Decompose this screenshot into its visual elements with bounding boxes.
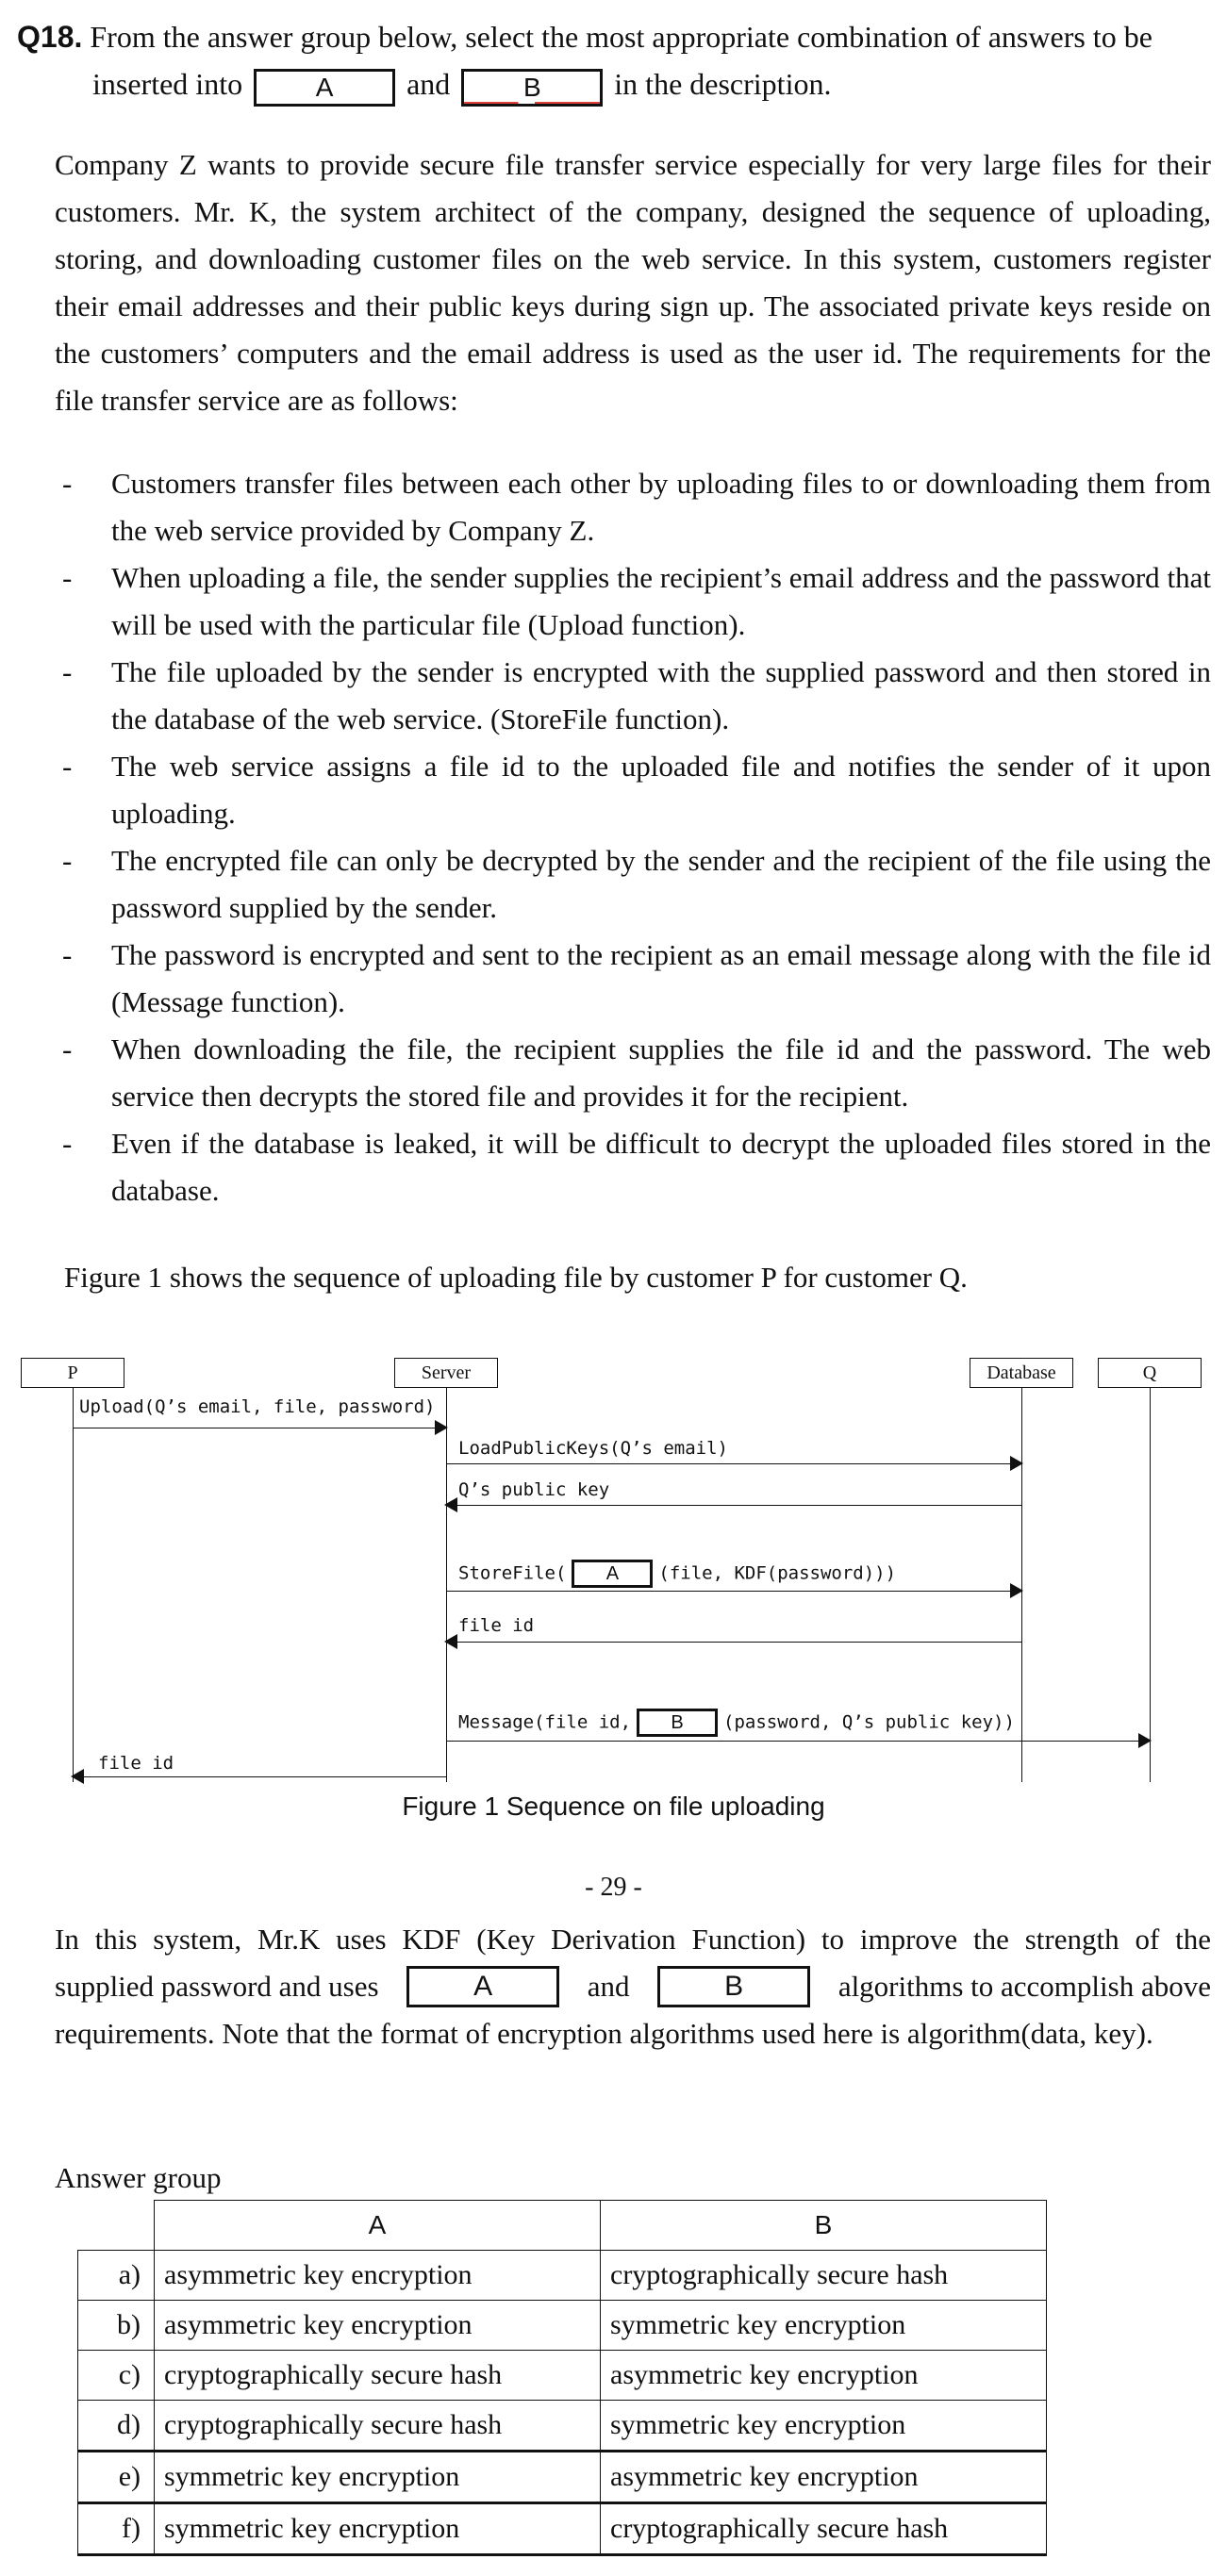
lifeline-p (73, 1388, 74, 1782)
question-text-and: and (406, 67, 451, 101)
requirement-text: Customers transfer files between each other by uploading files to or downloading them from the web service provided by Company Z. (111, 467, 1211, 547)
msg-fileid-db-arrow (446, 1642, 1021, 1643)
storefile-prefix: StoreFile( (458, 1562, 567, 1584)
msg-message-label (458, 1709, 1015, 1737)
option-a-value: cryptographically secure hash (155, 2351, 601, 2401)
requirement-item (55, 932, 1211, 1026)
blank-a-box: A (254, 69, 395, 107)
bullet-dash: - (62, 1127, 73, 1160)
message-prefix: Message(file id, (458, 1711, 632, 1733)
bullet-dash: - (62, 938, 73, 971)
msg-publickey-label: Q’s public key (458, 1479, 610, 1500)
requirement-item (55, 649, 1211, 743)
answer-group-label: Answer group (55, 2161, 222, 2194)
option-a-value: asymmetric key encryption (155, 2301, 601, 2351)
arrow-left-icon (71, 1769, 84, 1784)
option-a-value: asymmetric key encryption (155, 2251, 601, 2301)
question-text-prefix: inserted into (92, 67, 243, 101)
arrow-right-icon (435, 1420, 448, 1435)
bullet-dash: - (62, 844, 73, 877)
bullet-dash: - (62, 750, 73, 783)
option-b-value: cryptographically secure hash (601, 2503, 1047, 2555)
kdf-line-2 (55, 1963, 1211, 2010)
kdf-blank-b: B (657, 1966, 810, 2007)
page-number: - 29 - (585, 1873, 642, 1902)
option-a-value: symmetric key encryption (155, 2452, 601, 2503)
header-a: A (155, 2201, 601, 2251)
msg-storefile-label (458, 1560, 896, 1588)
actor-server: Server (394, 1358, 498, 1388)
option-label[interactable]: f) (78, 2503, 155, 2555)
bullet-dash: - (62, 1032, 73, 1065)
intro-paragraph: Company Z wants to provide secure file transfer service especially for very large files for their customers. Mr. K, the system architect of the company, designed the sequence of uploading, storing, and downloading customer files on the web service. In this system, customers register their email addresses and their public keys during sign up. The associated private keys reside on the customers’ computers and the email address is used as the user id. The requirements for the file transfer service are as follows: (55, 148, 1211, 417)
requirement-text: When uploading a file, the sender supplies the recipient’s email address and the password that will be used with the particular file (Upload function). (111, 561, 1211, 641)
msg-loadkeys-label: LoadPublicKeys(Q’s email) (458, 1438, 728, 1459)
requirement-text: Even if the database is leaked, it will be difficult to decrypt the uploaded files stored in the database. (111, 1127, 1211, 1207)
option-label[interactable]: b) (78, 2301, 155, 2351)
requirement-item (55, 1026, 1211, 1120)
requirement-text: The encrypted file can only be decrypted by the sender and the recipient of the file using the password supplied by the sender. (111, 844, 1211, 924)
message-suffix: (password, Q’s public key)) (723, 1711, 1015, 1733)
msg-fileid-db-label: file id (458, 1615, 535, 1636)
requirement-text: The file uploaded by the sender is encrypted with the supplied password and then stored in the database of the web service. (StoreFile function). (111, 655, 1211, 735)
option-b-value: symmetric key encryption (601, 2401, 1047, 2452)
requirement-item (55, 554, 1211, 649)
option-a-value: symmetric key encryption (155, 2503, 601, 2555)
answer-row-d[interactable] (78, 2401, 1047, 2452)
bullet-dash: - (62, 561, 73, 594)
option-label[interactable]: a) (78, 2251, 155, 2301)
requirement-text: The web service assigns a file id to the uploaded file and notifies the sender of it upon uploading. (111, 750, 1211, 830)
lifeline-server (446, 1388, 447, 1782)
answer-table-header (78, 2201, 1047, 2251)
kdf-blank-a: A (406, 1966, 559, 2007)
requirement-item (55, 460, 1211, 554)
arrow-right-icon (1010, 1456, 1023, 1471)
question-number: Q18. (17, 20, 83, 54)
question-text-suffix: in the description. (614, 67, 832, 101)
requirement-text: The password is encrypted and sent to the recipient as an email message along with the file id (Message function). (111, 938, 1211, 1018)
msg-loadkeys-arrow (446, 1463, 1021, 1464)
blank-b-box: B (461, 69, 603, 107)
header-corner (78, 2201, 155, 2251)
bullet-dash: - (62, 467, 73, 500)
option-label[interactable]: d) (78, 2401, 155, 2452)
diagram-blank-a: A (572, 1560, 653, 1588)
question-line-1 (17, 13, 1213, 60)
arrow-left-icon (444, 1634, 457, 1649)
lifeline-q (1150, 1388, 1151, 1782)
question-line-2 (17, 60, 1213, 107)
answer-row-a[interactable] (78, 2251, 1047, 2301)
answer-table (77, 2200, 1047, 2556)
msg-fileid-p-label: file id (98, 1753, 174, 1774)
answer-row-e[interactable] (78, 2452, 1047, 2503)
kdf-text-suffix: algorithms to accomplish above (837, 1970, 1211, 2003)
msg-storefile-arrow (446, 1591, 1021, 1592)
answer-row-b[interactable] (78, 2301, 1047, 2351)
arrow-right-icon (1138, 1733, 1152, 1748)
requirement-item (55, 1120, 1211, 1214)
answer-row-c[interactable] (78, 2351, 1047, 2401)
requirements-list (55, 460, 1211, 1214)
question-header (17, 13, 1213, 107)
option-b-value: symmetric key encryption (601, 2301, 1047, 2351)
msg-upload-label: Upload(Q’s email, file, password) (79, 1396, 436, 1417)
msg-publickey-arrow (446, 1505, 1021, 1506)
option-b-value: cryptographically secure hash (601, 2251, 1047, 2301)
msg-fileid-p-arrow (73, 1776, 446, 1777)
figure-caption: Figure 1 Sequence on file uploading (402, 1792, 825, 1821)
arrow-right-icon (1010, 1583, 1023, 1598)
storefile-suffix: (file, KDF(password))) (658, 1562, 897, 1584)
msg-message-arrow (446, 1741, 1150, 1742)
kdf-line-3: requirements. Note that the format of encryption algorithms used here is algorithm(data, key). (55, 2017, 1153, 2050)
actor-p: P (21, 1358, 124, 1388)
option-a-value: cryptographically secure hash (155, 2401, 601, 2452)
arrow-left-icon (444, 1497, 457, 1512)
kdf-paragraph (55, 1916, 1211, 2057)
kdf-text-and: and (587, 1970, 630, 2003)
sequence-diagram (0, 1339, 1227, 1792)
requirement-text: When downloading the file, the recipient supplies the file id and the password. The web service then decrypts the stored file and provides it for the recipient. (111, 1032, 1211, 1113)
actor-database: Database (970, 1358, 1073, 1388)
requirement-item (55, 837, 1211, 932)
answer-row-f[interactable] (78, 2503, 1047, 2555)
question-text: From the answer group below, select the most appropriate combination of answers to be (90, 20, 1152, 54)
header-b: B (601, 2201, 1047, 2251)
option-label[interactable]: c) (78, 2351, 155, 2401)
option-b-value: asymmetric key encryption (601, 2452, 1047, 2503)
bullet-dash: - (62, 655, 73, 688)
figure-intro: Figure 1 shows the sequence of uploading file by customer P for customer Q. (64, 1261, 968, 1294)
option-label[interactable]: e) (78, 2452, 155, 2503)
kdf-line-1: In this system, Mr.K uses KDF (Key Derivation Function) to improve the strength of the (55, 1923, 1211, 1956)
kdf-text-prefix: supplied password and uses (55, 1970, 379, 2003)
actor-q: Q (1098, 1358, 1202, 1388)
diagram-blank-b: B (637, 1709, 718, 1737)
option-b-value: asymmetric key encryption (601, 2351, 1047, 2401)
requirement-item (55, 743, 1211, 837)
